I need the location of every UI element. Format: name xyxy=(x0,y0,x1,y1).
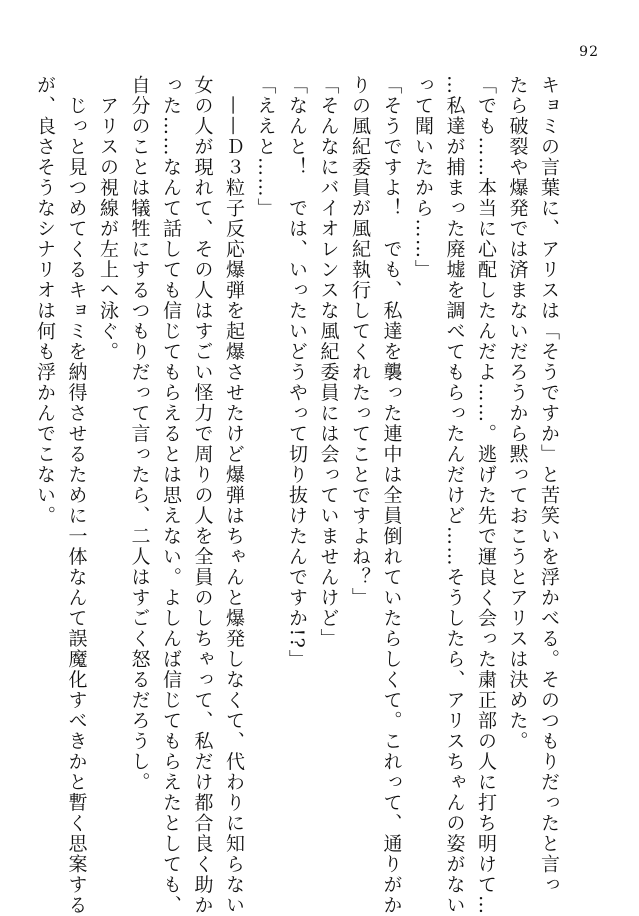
text-line: 「そうですよ！ でも、私達を襲った連中は全員倒れていたらしくて。これって、通りがか xyxy=(380,75,403,916)
text-line: …私達が捕まった廃墟を調べてもらったんだけど……そうしたら、アリスちゃんの姿がない xyxy=(443,75,466,916)
text-line: じっと見つめてくるキョミを納得させるために一体なんて誤魔化すべきかと暫く思案する xyxy=(65,75,88,916)
text-line: たら破裂や爆発では済まないだろうから黙っておこうとアリスは決めた。 xyxy=(506,75,529,752)
text-line: 女の人が現れて、その人はすごい怪力で周りの人を全員のしちゃって、私だけ都合良く助か xyxy=(191,75,214,916)
text-line: 「そんなにバイオレンスな風紀委員には会っていませんけど」 xyxy=(317,75,340,649)
text-line: った……なんて話しても信じてもらえるとは思えない。よしんば信じてもらえたとしても、 xyxy=(160,75,182,916)
page-number: 92 xyxy=(579,44,599,60)
text-line: 「なんと！ では、いったいどうやって切り抜けたんですか!?」 xyxy=(286,75,308,670)
text-line: が、良さそうなシナリオは何も浮かんでこない。 xyxy=(34,75,56,526)
text-line: って聞いたから……」 xyxy=(412,75,434,280)
text-line: キョミの言葉に、アリスは「そうですか」と苦笑いを浮かべる。そのつもりだったと言っ xyxy=(538,75,560,895)
novel-text-block xyxy=(29,75,565,916)
text-line: 「ええと……」 xyxy=(254,75,277,219)
text-line: 「でも……本当に心配したんだよ……。逃げた先で運良く会った粛正部の人に打ち明けて… xyxy=(475,75,497,916)
text-line: 自分のことは犠牲にするつもりだって言ったら、二人はすごく怒るだろうし。 xyxy=(128,75,151,793)
text-line: りの風紀委員が風紀執行してくれたってことですよね？」 xyxy=(349,75,371,608)
text-line: アリスの視線が左上へ泳ぐ。 xyxy=(97,75,119,362)
text-line: ——Ｄ３粒子反応爆弾を起爆させたけど爆弾はちゃんと爆発しなくて、代わりに知らない xyxy=(223,75,245,916)
